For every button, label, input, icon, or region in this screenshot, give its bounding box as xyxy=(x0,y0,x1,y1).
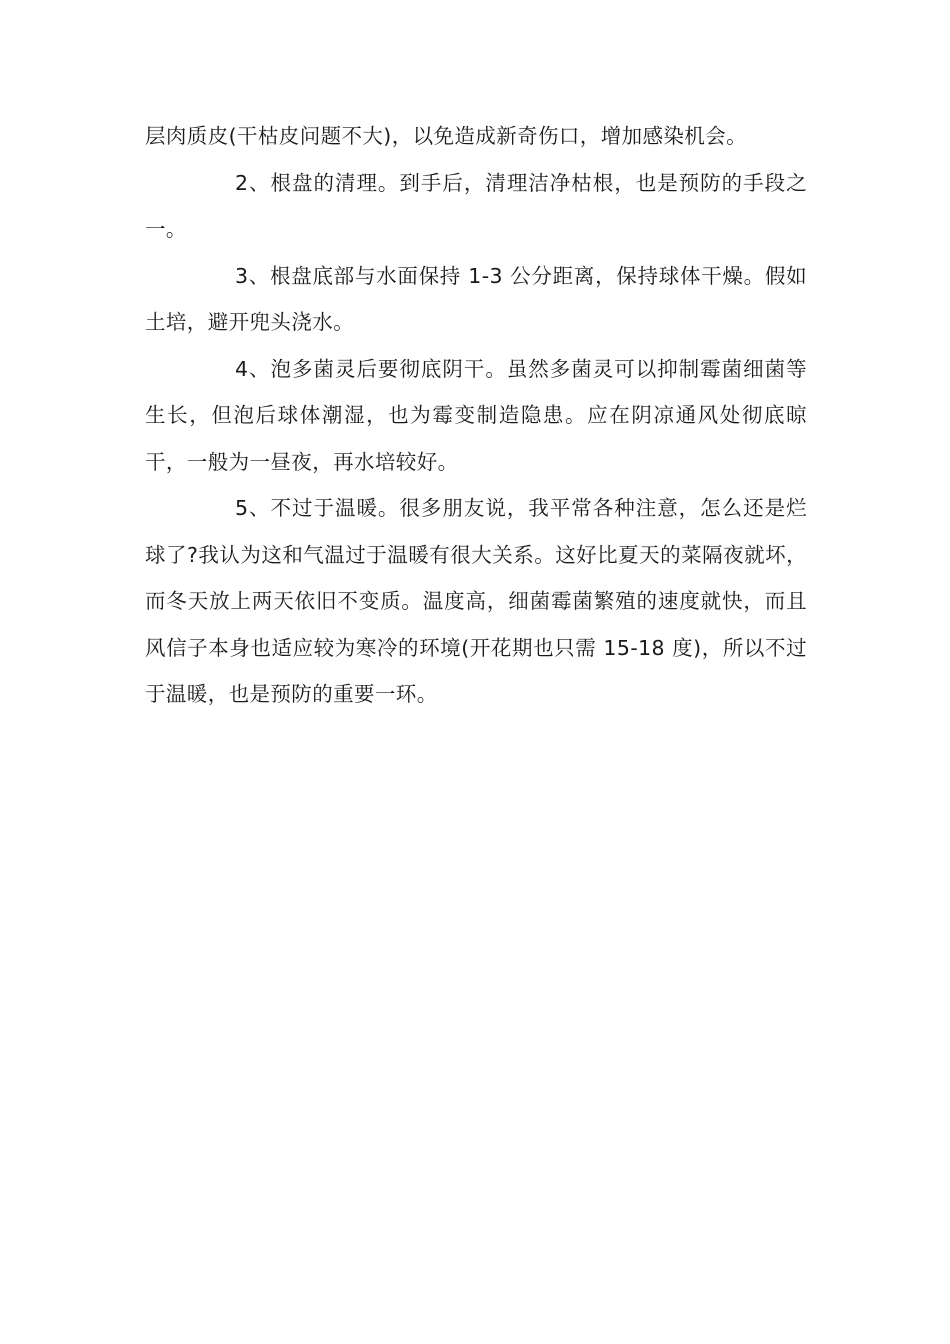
document-body xyxy=(145,113,807,718)
paragraph-item-3: 3、根盘底部与水面保持 1-3 公分距离，保持球体干燥。假如土培，避开兜头浇水。 xyxy=(145,263,807,334)
paragraph-item-2: 2、根盘的清理。到手后，清理洁净枯根，也是预防的手段之一。 xyxy=(145,170,807,241)
paragraph-continuation: 层肉质皮(干枯皮问题不大)，以免造成新奇伤口，增加感染机会。 xyxy=(145,124,747,148)
paragraph-item-4: 4、泡多菌灵后要彻底阴干。虽然多菌灵可以抑制霉菌细菌等生长，但泡后球体潮湿，也为霉变制造隐患。应在阴凉通风处彻底晾干，一般为一昼夜，再水培较好。 xyxy=(145,356,807,474)
paragraph-item-5: 5、不过于温暖。很多朋友说，我平常各种注意，怎么还是烂球了?我认为这和气温过于温暖有很大关系。这好比夏天的菜隔夜就坏，而冬天放上两天依旧不变质。温度高，细菌霉菌繁殖的速度就快，而且风信子本身也适应较为寒冷的环境(开花期也只需 15-18 度)，所以不过于温暖，也是预防的重要一环。 xyxy=(145,496,807,706)
